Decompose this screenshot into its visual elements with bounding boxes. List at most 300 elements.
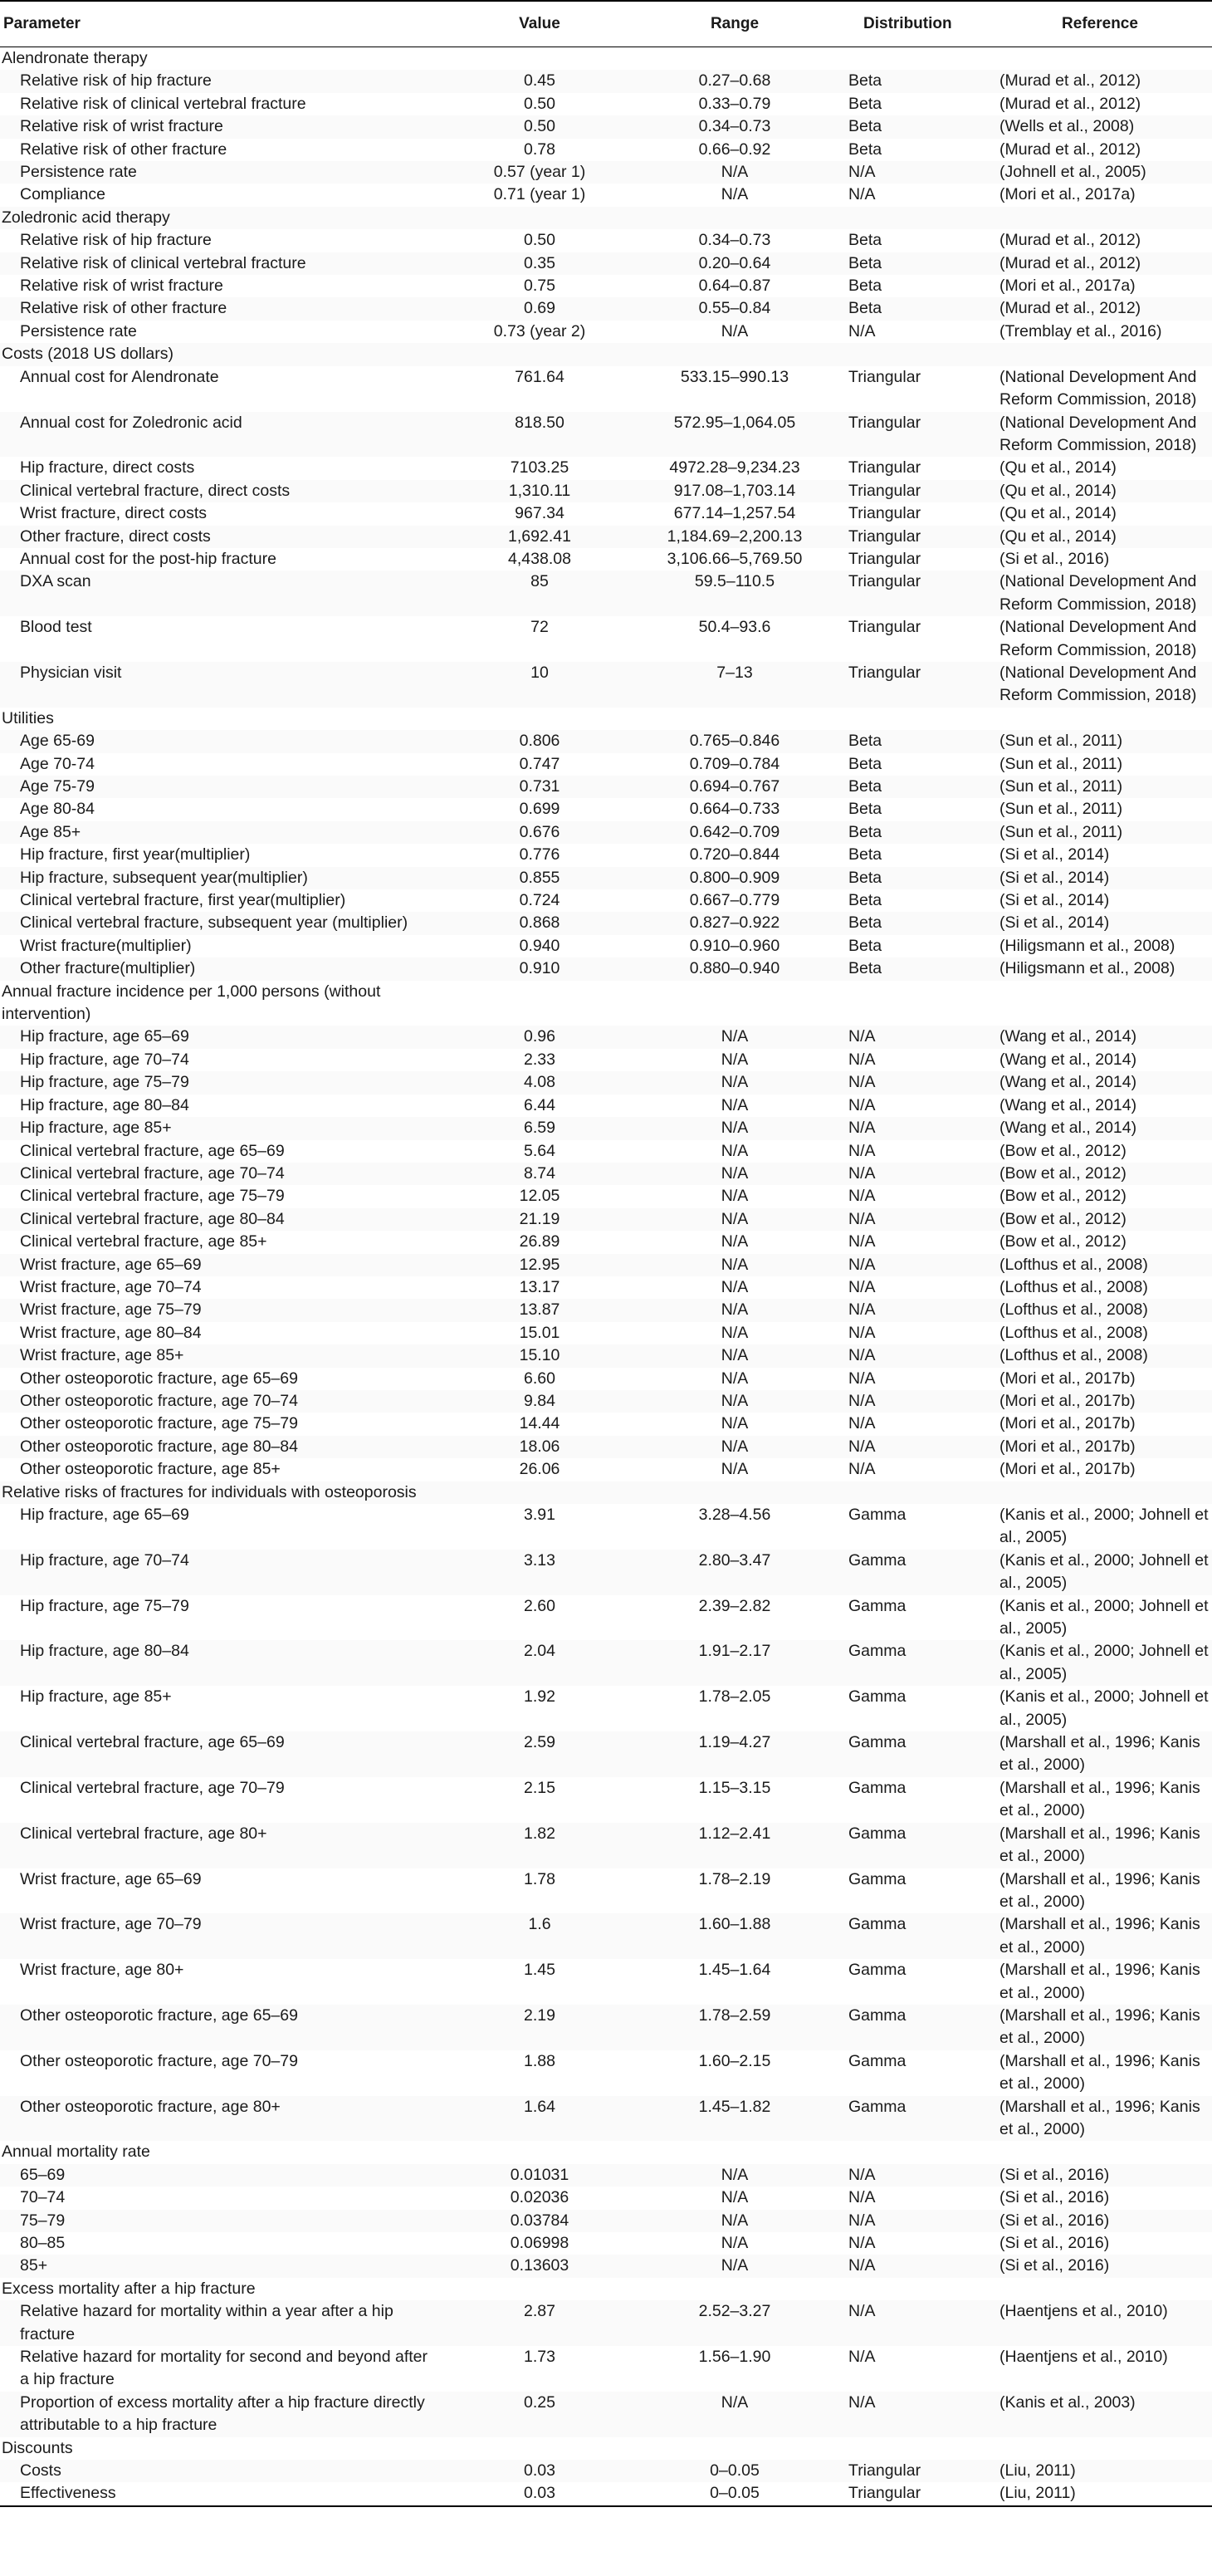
range-cell: N/A [721, 1027, 749, 1046]
reference-cell: (Sun et al., 2011) [999, 800, 1123, 819]
distribution-cell: Gamma [848, 1642, 907, 1661]
distribution-cell: N/A [848, 2392, 876, 2412]
reference-cell: (Qu et al., 2014) [999, 526, 1117, 546]
reference-cell: (Marshall et al., 1996; Kanis et al., 2000) [999, 1869, 1200, 1911]
reference-cell: (Marshall et al., 1996; Kanis et al., 2000) [999, 2005, 1200, 2048]
value-cell: 0.50 [524, 231, 555, 250]
distribution-cell: Beta [848, 913, 882, 933]
table-row [0, 1163, 1212, 1185]
table-row [0, 571, 1212, 616]
parameter-cell: Other osteoporotic fracture, age 85+ [20, 1460, 281, 1479]
table-row [0, 2050, 1212, 2096]
table-row [0, 502, 1212, 525]
value-cell: 15.01 [519, 1323, 560, 1342]
parameter-cell: Age 75-79 [20, 777, 95, 796]
section-header-row [0, 47, 1212, 70]
distribution-cell: N/A [848, 2165, 876, 2184]
range-cell: 0.642–0.709 [689, 822, 780, 841]
parameter-cell: Hip fracture, age 65–69 [20, 1027, 189, 1046]
distribution-cell: N/A [848, 1027, 876, 1046]
parameter-cell: Clinical vertebral fracture, first year(multiplier) [20, 891, 346, 910]
table-row [0, 889, 1212, 912]
table-row [0, 1231, 1212, 1253]
distribution-cell: N/A [848, 1323, 876, 1342]
reference-cell: (Lofthus et al., 2008) [999, 1346, 1148, 1365]
range-cell: 1.78–2.19 [698, 1869, 771, 1888]
table-row [0, 139, 1212, 161]
value-cell: 0.747 [519, 754, 560, 773]
value-cell: 0.50 [524, 117, 555, 136]
value-cell: 10 [530, 663, 549, 682]
parameter-cell: Clinical vertebral fracture, age 65–69 [20, 1733, 285, 1752]
reference-cell: (Si et al., 2014) [999, 891, 1110, 910]
table-row [0, 2210, 1212, 2232]
value-cell: 7103.25 [510, 458, 569, 477]
distribution-cell: N/A [848, 1141, 876, 1160]
distribution-cell: Beta [848, 936, 882, 955]
reference-cell: (Marshall et al., 1996; Kanis et al., 2000) [999, 2097, 1200, 2138]
reference-cell: (Bow et al., 2012) [999, 1232, 1126, 1251]
range-cell: 0.709–0.784 [689, 754, 780, 773]
range-cell: N/A [721, 321, 749, 340]
reference-cell: (Sun et al., 2011) [999, 732, 1123, 751]
distribution-cell: Beta [848, 231, 882, 250]
parameter-cell: Clinical vertebral fracture, age 70–79 [20, 1778, 285, 1797]
parameter-cell: Other fracture(multiplier) [20, 959, 196, 978]
distribution-cell: Gamma [848, 1550, 907, 1570]
reference-cell: (Mori et al., 2017a) [999, 277, 1136, 296]
distribution-cell: Triangular [848, 413, 921, 432]
parameter-cell: 80–85 [20, 2234, 66, 2252]
section-label: Annual fracture incidence per 1,000 persons (without intervention) [2, 982, 381, 1024]
parameter-cell: Other osteoporotic fracture, age 65–69 [20, 1369, 298, 1388]
reference-cell: (Si et al., 2016) [999, 2211, 1110, 2230]
table-row [0, 616, 1212, 662]
value-cell: 13.87 [519, 1300, 560, 1320]
value-cell: 0.78 [524, 140, 555, 159]
range-cell: N/A [721, 1095, 749, 1114]
value-cell: 14.44 [519, 1414, 560, 1433]
table-row [0, 70, 1212, 92]
value-cell: 2.60 [524, 1596, 555, 1615]
parameter-cell: Clinical vertebral fracture, direct costs [20, 481, 291, 500]
table-row [0, 1731, 1212, 1777]
range-cell: 0.800–0.909 [689, 868, 780, 887]
parameter-cell: Wrist fracture, age 70–79 [20, 1915, 202, 1934]
distribution-cell: Triangular [848, 2461, 921, 2481]
reference-cell: (Liu, 2011) [999, 2461, 1076, 2481]
value-cell: 2.33 [524, 1050, 555, 1069]
reference-cell: (Bow et al., 2012) [999, 1187, 1126, 1206]
reference-cell: (Bow et al., 2012) [999, 1209, 1126, 1228]
parameter-cell: Other osteoporotic fracture, age 70–74 [20, 1391, 298, 1410]
parameter-cell: Annual cost for Zoledronic acid [20, 413, 242, 432]
distribution-cell: Gamma [848, 1961, 907, 1980]
parameter-cell: Clinical vertebral fracture, subsequent year (multiplier) [20, 913, 408, 933]
distribution-cell: N/A [848, 1437, 876, 1456]
section-label: Costs (2018 US dollars) [2, 345, 173, 364]
parameter-cell: Relative risk of hip fracture [20, 71, 212, 91]
table-row [0, 1777, 1212, 1823]
value-cell: 0.806 [519, 732, 560, 751]
value-cell: 21.19 [519, 1209, 560, 1228]
parameter-cell: 75–79 [20, 2211, 66, 2230]
parameter-cell: Other fracture, direct costs [20, 526, 211, 546]
range-cell: N/A [721, 1460, 749, 1479]
distribution-cell: Gamma [848, 1824, 907, 1843]
distribution-cell: N/A [848, 1369, 876, 1388]
range-cell: N/A [721, 1255, 749, 1274]
value-cell: 0.96 [524, 1027, 555, 1046]
distribution-cell: Triangular [848, 2484, 921, 2503]
value-cell: 818.50 [515, 413, 564, 432]
table-row [0, 1458, 1212, 1481]
table-row [0, 184, 1212, 206]
table-row [0, 1254, 1212, 1276]
distribution-cell: Beta [848, 140, 882, 159]
value-cell: 12.95 [519, 1255, 560, 1274]
range-cell: 1.78–2.59 [698, 2005, 771, 2025]
section-label: Utilities [2, 708, 54, 727]
parameter-cell: Relative risk of other fracture [20, 140, 227, 159]
table-row [0, 935, 1212, 957]
table-row [0, 798, 1212, 820]
value-cell: 1.73 [524, 2348, 555, 2367]
table-row [0, 1117, 1212, 1139]
range-cell: 4972.28–9,234.23 [669, 458, 800, 477]
reference-cell: (Hiligsmann et al., 2008) [999, 936, 1175, 955]
parameter-cell: Wrist fracture, age 70–74 [20, 1277, 202, 1296]
reference-cell: (Marshall et al., 1996; Kanis et al., 2000) [999, 2051, 1200, 2094]
value-cell: 1.64 [524, 2097, 555, 2116]
value-cell: 0.02036 [510, 2188, 569, 2207]
table-row [0, 2346, 1212, 2392]
value-cell: 1.92 [524, 1687, 555, 1707]
distribution-cell: N/A [848, 1209, 876, 1228]
range-cell: 1.45–1.64 [698, 1961, 771, 1980]
range-cell: 572.95–1,064.05 [673, 413, 796, 432]
distribution-cell: Gamma [848, 1733, 907, 1752]
distribution-cell: N/A [848, 2256, 876, 2275]
table-row [0, 1049, 1212, 1071]
parameter-cell: Hip fracture, direct costs [20, 458, 195, 477]
reference-cell: (Tremblay et al., 2016) [999, 321, 1162, 340]
value-cell: 1.6 [528, 1915, 551, 1934]
range-cell: 1.60–2.15 [698, 2051, 771, 2070]
table-row [0, 1390, 1212, 1413]
table-row [0, 2460, 1212, 2482]
distribution-cell: Beta [848, 800, 882, 819]
reference-cell: (Si et al., 2014) [999, 913, 1110, 933]
value-cell: 0.731 [519, 777, 560, 796]
parameter-cell: Persistence rate [20, 321, 137, 340]
range-cell: 3.28–4.56 [698, 1506, 771, 1524]
reference-cell: (Qu et al., 2014) [999, 504, 1117, 523]
distribution-cell: Beta [848, 777, 882, 796]
distribution-cell: N/A [848, 1232, 876, 1251]
parameter-cell: Effectiveness [20, 2484, 116, 2503]
table-row [0, 1913, 1212, 1959]
range-cell: N/A [721, 1209, 749, 1228]
table-row [0, 1686, 1212, 1731]
range-cell: 1.12–2.41 [698, 1824, 771, 1843]
range-cell: 0.34–0.73 [698, 117, 771, 136]
parameter-cell: Blood test [20, 618, 92, 637]
table-row [0, 366, 1212, 412]
distribution-cell: Gamma [848, 1915, 907, 1934]
table-row [0, 1140, 1212, 1163]
value-cell: 0.03784 [510, 2211, 569, 2230]
section-header-row [0, 207, 1212, 229]
table-row [0, 275, 1212, 297]
distribution-cell: Triangular [848, 618, 921, 637]
value-cell: 9.84 [524, 1391, 555, 1410]
reference-cell: (Lofthus et al., 2008) [999, 1255, 1148, 1274]
range-cell: 0.27–0.68 [698, 71, 771, 91]
table-row [0, 1095, 1212, 1117]
table-row [0, 2005, 1212, 2050]
range-cell: 1.91–2.17 [698, 1642, 771, 1661]
section-header-row [0, 1481, 1212, 1504]
distribution-cell: Gamma [848, 2051, 907, 2070]
value-cell: 0.71 (year 1) [493, 185, 586, 204]
distribution-cell: N/A [848, 1187, 876, 1206]
table-row [0, 2392, 1212, 2437]
distribution-cell: N/A [848, 1460, 876, 1479]
distribution-cell: Triangular [848, 526, 921, 546]
value-cell: 0.01031 [510, 2165, 569, 2184]
value-cell: 2.59 [524, 1733, 555, 1752]
distribution-cell: N/A [848, 2211, 876, 2230]
parameter-cell: Wrist fracture(multiplier) [20, 936, 192, 955]
value-cell: 1.88 [524, 2051, 555, 2070]
parameter-cell: DXA scan [20, 572, 91, 591]
parameter-cell: Proportion of excess mortality after a hip fracture directly attributable to a hip fracture [20, 2392, 425, 2435]
section-label: Discounts [2, 2438, 73, 2457]
table-row [0, 1595, 1212, 1641]
parameter-cell: Wrist fracture, age 65–69 [20, 1255, 202, 1274]
value-cell: 0.676 [519, 822, 560, 841]
value-cell: 0.855 [519, 868, 560, 887]
value-cell: 0.06998 [510, 2234, 569, 2252]
parameter-cell: Annual cost for Alendronate [20, 367, 219, 386]
reference-cell: (Lofthus et al., 2008) [999, 1323, 1148, 1342]
range-cell: 3,106.66–5,769.50 [667, 549, 803, 568]
table-row [0, 1550, 1212, 1595]
header-parameter: Parameter [3, 15, 81, 32]
range-cell: 0.720–0.844 [689, 845, 780, 864]
parameter-cell: Clinical vertebral fracture, age 85+ [20, 1232, 267, 1251]
parameter-cell: Other osteoporotic fracture, age 65–69 [20, 2005, 298, 2025]
distribution-cell: N/A [848, 1255, 876, 1274]
range-cell: N/A [721, 2188, 749, 2207]
parameter-cell: Wrist fracture, direct costs [20, 504, 208, 523]
reference-cell: (Si et al., 2016) [999, 2234, 1110, 2252]
range-cell: N/A [721, 1323, 749, 1342]
distribution-cell: N/A [848, 1163, 876, 1183]
value-cell: 26.06 [519, 1460, 560, 1479]
reference-cell: (Liu, 2011) [999, 2484, 1076, 2503]
table-row [0, 1026, 1212, 1048]
table-row [0, 1368, 1212, 1390]
table-body [0, 47, 1212, 2505]
table-row [0, 1823, 1212, 1868]
reference-cell: (National Development And Reform Commission, 2018) [999, 618, 1197, 659]
range-cell: N/A [721, 1050, 749, 1069]
value-cell: 6.60 [524, 1369, 555, 1388]
table-row [0, 1413, 1212, 1435]
range-cell: N/A [721, 1414, 749, 1433]
table-row [0, 1640, 1212, 1686]
distribution-cell: N/A [848, 1073, 876, 1092]
parameter-cell: Hip fracture, age 70–74 [20, 1050, 189, 1069]
reference-cell: (Murad et al., 2012) [999, 299, 1141, 318]
distribution-cell: Beta [848, 299, 882, 318]
parameter-cell: Clinical vertebral fracture, age 65–69 [20, 1141, 285, 1160]
table-row [0, 1208, 1212, 1231]
section-header-row [0, 2141, 1212, 2163]
distribution-cell: Beta [848, 277, 882, 296]
parameter-cell: Relative risk of wrist fracture [20, 117, 223, 136]
reference-cell: (Wang et al., 2014) [999, 1073, 1137, 1092]
distribution-cell: Gamma [848, 1869, 907, 1888]
parameter-cell: Relative hazard for mortality within a year after a hip fracture [20, 2302, 393, 2343]
reference-cell: (Mori et al., 2017b) [999, 1391, 1136, 1410]
value-cell: 0.25 [524, 2392, 555, 2412]
distribution-cell: N/A [848, 1414, 876, 1433]
range-cell: 0–0.05 [710, 2461, 760, 2481]
table-row [0, 457, 1212, 479]
value-cell: 0.03 [524, 2484, 555, 2503]
reference-cell: (Marshall et al., 1996; Kanis et al., 2000) [999, 1733, 1200, 1775]
value-cell: 1,310.11 [508, 481, 571, 500]
table-row [0, 753, 1212, 776]
parameter-cell: Relative risk of clinical vertebral fracture [20, 253, 306, 272]
parameter-cell: Hip fracture, age 65–69 [20, 1506, 189, 1524]
value-cell: 15.10 [519, 1346, 560, 1365]
reference-cell: (Si et al., 2014) [999, 868, 1110, 887]
distribution-cell: Triangular [848, 549, 921, 568]
value-cell: 0.35 [524, 253, 555, 272]
reference-cell: (Si et al., 2016) [999, 2165, 1110, 2184]
range-cell: 50.4–93.6 [698, 618, 771, 637]
range-cell: 2.80–3.47 [698, 1550, 771, 1570]
value-cell: 1.82 [524, 1824, 555, 1843]
table-row [0, 297, 1212, 320]
distribution-cell: Gamma [848, 1506, 907, 1524]
reference-cell: (Marshall et al., 1996; Kanis et al., 2000) [999, 1915, 1200, 1956]
section-label: Excess mortality after a hip fracture [2, 2279, 256, 2298]
header-range: Range [710, 15, 760, 32]
value-cell: 3.91 [524, 1506, 555, 1524]
table-row [0, 1299, 1212, 1321]
parameter-cell: Wrist fracture, age 85+ [20, 1346, 184, 1365]
section-header-row [0, 2437, 1212, 2460]
table-row [0, 412, 1212, 458]
value-cell: 0.75 [524, 277, 555, 296]
distribution-cell: Beta [848, 253, 882, 272]
parameter-cell: Hip fracture, age 70–74 [20, 1550, 189, 1570]
range-cell: 677.14–1,257.54 [673, 504, 796, 523]
section-label: Alendronate therapy [2, 49, 148, 67]
parameter-cell: Relative risk of clinical vertebral fracture [20, 94, 306, 113]
header-distribution: Distribution [863, 15, 952, 32]
value-cell: 2.87 [524, 2302, 555, 2321]
reference-cell: (Haentjens et al., 2010) [999, 2348, 1168, 2367]
reference-cell: (Bow et al., 2012) [999, 1141, 1126, 1160]
value-cell: 2.19 [524, 2005, 555, 2025]
distribution-cell: N/A [848, 1346, 876, 1365]
range-cell: N/A [721, 1277, 749, 1296]
reference-cell: (Wells et al., 2008) [999, 117, 1135, 136]
reference-cell: (National Development And Reform Commission, 2018) [999, 413, 1197, 454]
distribution-cell: Gamma [848, 1596, 907, 1615]
distribution-cell: Gamma [848, 1778, 907, 1797]
value-cell: 0.699 [519, 800, 560, 819]
range-cell: N/A [721, 1163, 749, 1183]
distribution-cell: Beta [848, 94, 882, 113]
parameter-cell: Hip fracture, age 85+ [20, 1119, 172, 1138]
parameter-cell: Clinical vertebral fracture, age 80–84 [20, 1209, 285, 1228]
reference-cell: (Si et al., 2016) [999, 2256, 1110, 2275]
parameter-cell: Hip fracture, first year(multiplier) [20, 845, 251, 864]
distribution-cell: Beta [848, 959, 882, 978]
table-row [0, 229, 1212, 252]
distribution-cell: Beta [848, 845, 882, 864]
table-row [0, 548, 1212, 571]
range-cell: 1.78–2.05 [698, 1687, 771, 1707]
range-cell: 0.880–0.940 [689, 959, 780, 978]
value-cell: 26.89 [519, 1232, 560, 1251]
reference-cell: (Wang et al., 2014) [999, 1095, 1137, 1114]
distribution-cell: Beta [848, 891, 882, 910]
range-cell: 1.45–1.82 [698, 2097, 771, 2116]
distribution-cell: Beta [848, 71, 882, 91]
reference-cell: (Kanis et al., 2000; Johnell et al., 2005) [999, 1687, 1209, 1729]
section-label: Annual mortality rate [2, 2143, 150, 2162]
section-label: Relative risks of fractures for individuals with osteoporosis [2, 1482, 417, 1501]
range-cell: N/A [721, 2211, 749, 2230]
table-header-row [0, 2, 1212, 47]
range-cell: 0.667–0.779 [689, 891, 780, 910]
range-cell: 1.15–3.15 [698, 1778, 771, 1797]
reference-cell: (Hiligsmann et al., 2008) [999, 959, 1175, 978]
table-row [0, 480, 1212, 502]
table-row [0, 776, 1212, 798]
parameter-cell: 85+ [20, 2256, 48, 2275]
parameter-cell: Wrist fracture, age 65–69 [20, 1869, 202, 1888]
reference-cell: (Mori et al., 2017b) [999, 1460, 1136, 1479]
distribution-cell: N/A [848, 2188, 876, 2207]
range-cell: 0.694–0.767 [689, 777, 780, 796]
range-cell: N/A [721, 1369, 749, 1388]
value-cell: 0.724 [519, 891, 560, 910]
range-cell: 2.52–3.27 [698, 2302, 771, 2321]
distribution-cell: Triangular [848, 367, 921, 386]
value-cell: 967.34 [515, 504, 564, 523]
distribution-cell: Beta [848, 117, 882, 136]
reference-cell: (Wang et al., 2014) [999, 1027, 1137, 1046]
value-cell: 1.45 [524, 1961, 555, 1980]
range-cell: 0.827–0.922 [689, 913, 780, 933]
range-cell: 0.34–0.73 [698, 231, 771, 250]
distribution-cell: N/A [848, 2234, 876, 2252]
table-row [0, 730, 1212, 752]
range-cell: 1.19–4.27 [698, 1733, 771, 1752]
table-row [0, 161, 1212, 184]
parameter-cell: Annual cost for the post-hip fracture [20, 549, 276, 568]
reference-cell: (Murad et al., 2012) [999, 71, 1141, 91]
